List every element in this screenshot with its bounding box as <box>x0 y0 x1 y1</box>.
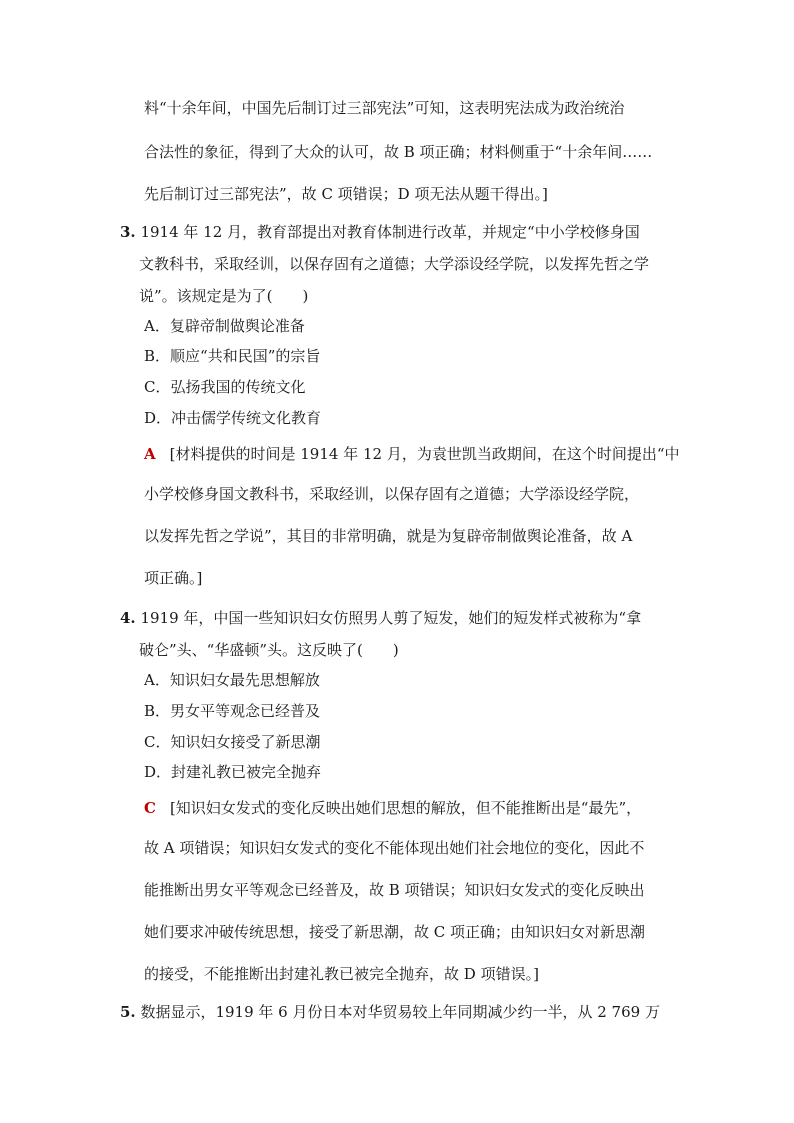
question-4-option-d: D．封建礼教已被完全抛弃 <box>144 763 322 781</box>
question-4-explanation-line-3: 能推断出男女平等观念已经普及，故 B 项错误；知识妇女发式的变化反映出 <box>144 881 645 899</box>
question-4-explanation-line-4: 她们要求冲破传统思想，接受了新思潮，故 C 项正确；由知识妇女对新思潮 <box>144 923 646 941</box>
question-5-stem-text: 数据显示，1919 年 6 月份日本对华贸易较上年同期减少约一半，从 2 769 万 <box>140 1003 660 1021</box>
question-3-option-c: C．弘扬我国的传统文化 <box>144 378 306 396</box>
question-3-explanation-line-3: 以发挥先哲之学说”，其目的非常明确，就是为复辟帝制做舆论准备，故 A <box>144 527 633 545</box>
question-4-answer: C <box>144 799 156 817</box>
question-4-option-c: C．知识妇女接受了新思潮 <box>144 733 321 751</box>
question-5-stem-line-1 <box>120 1002 660 1022</box>
carry-explanation-line-1: 料“十余年间，中国先后制订过三部宪法”可知，这表明宪法成为政治统治 <box>144 99 625 117</box>
question-3-option-d: D．冲击儒学传统文化教育 <box>144 409 322 427</box>
question-4-explanation-line-1 <box>144 798 641 818</box>
question-3-stem-line-2: 文教科书，采取经训，以保存固有之道德；大学添设经学院，以发挥先哲之学 <box>139 255 650 273</box>
question-3-number: 3. <box>120 223 136 241</box>
question-3-option-a: A．复辟帝制做舆论准备 <box>144 317 305 335</box>
question-3-explanation-line-4: 项正确。] <box>144 569 203 587</box>
question-4-explanation-line-2: 故 A 项错误；知识妇女发式的变化不能体现出她们社会地位的变化，因此不 <box>144 839 645 857</box>
carry-explanation-line-2: 合法性的象征，得到了大众的认可，故 B 项正确；材料侧重于“十余年间…… <box>144 143 653 161</box>
question-4-number: 4. <box>120 609 136 627</box>
question-3-stem-line-3: 说”。该规定是为了( ) <box>139 287 309 305</box>
question-3-explanation-text: [材料提供的时间是 1914 年 12 月，为袁世凯当政期间，在这个时间提出“中 <box>169 445 680 463</box>
question-3-option-b: B．顺应“共和民国”的宗旨 <box>144 347 321 365</box>
question-4-explanation-text: [知识妇女发式的变化反映出她们思想的解放，但不能推断出是“最先”， <box>169 799 642 817</box>
question-3-explanation-line-2: 小学校修身国文教科书，采取经训，以保存固有之道德；大学添设经学院， <box>144 485 640 503</box>
question-5-number: 5. <box>120 1003 136 1021</box>
question-3-stem-line-1 <box>120 222 640 242</box>
question-3-answer: A <box>144 445 156 463</box>
question-4-option-a: A．知识妇女最先思想解放 <box>144 671 320 689</box>
question-4-stem-line-2: 破仑”头、“华盛顿”头。这反映了( ) <box>139 641 399 659</box>
question-4-stem-text: 1919 年，中国一些知识妇女仿照男人剪了短发，她们的短发样式被称为“拿 <box>140 609 642 627</box>
question-4-option-b: B．男女平等观念已经普及 <box>144 702 321 720</box>
carry-explanation-line-3: 先后制订过三部宪法”，故 C 项错误；D 项无法从题干得出。] <box>144 185 548 203</box>
question-4-explanation-line-5: 的接受，不能推断出封建礼教已被完全抛弃，故 D 项错误。] <box>144 965 539 983</box>
question-4-stem-line-1 <box>120 608 641 628</box>
question-3-stem-text: 1914 年 12 月，教育部提出对教育体制进行改革，并规定“中小学校修身国 <box>140 223 640 241</box>
question-3-explanation-line-1 <box>144 444 680 464</box>
